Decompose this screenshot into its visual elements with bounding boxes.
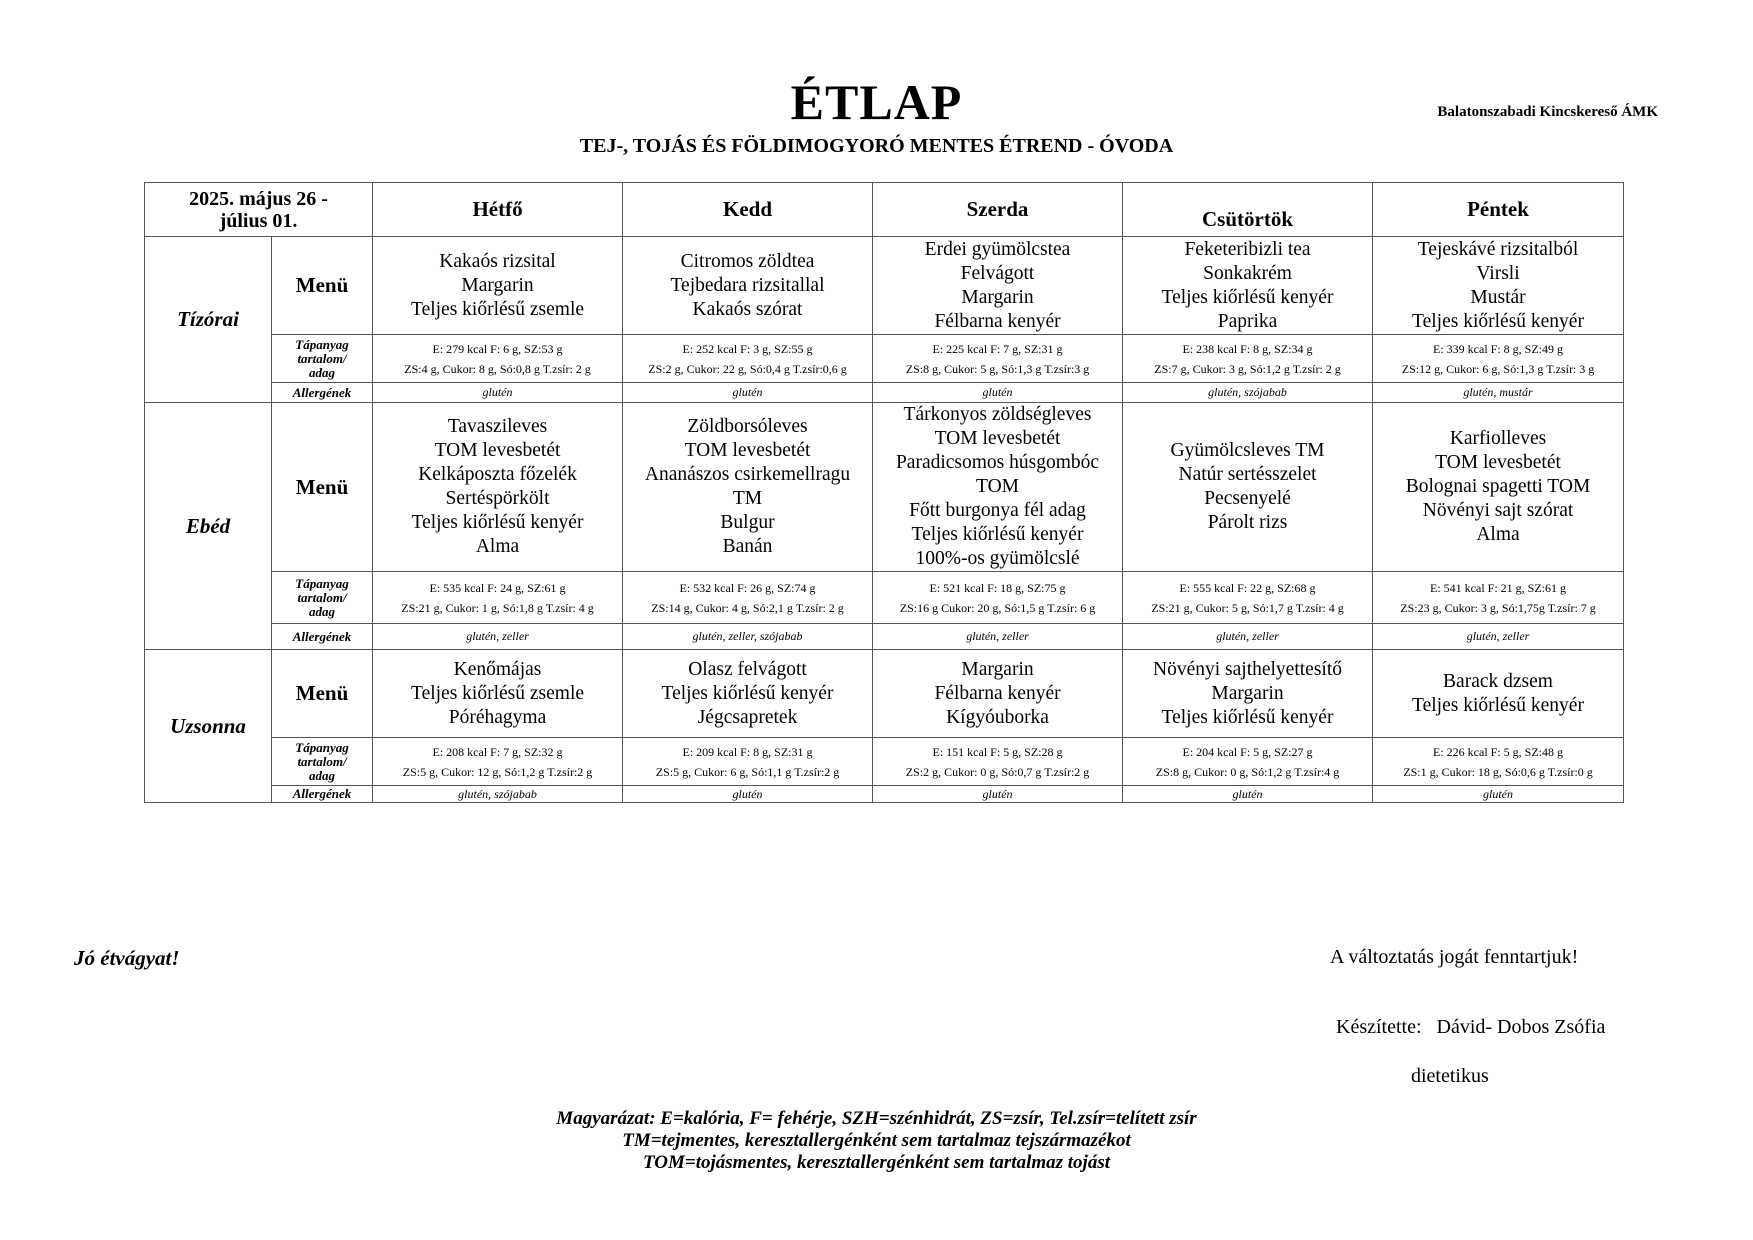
nutrition-details: ZS:2 g, Cukor: 22 g, Só:0,4 g T.zsír:0,6 g <box>648 361 847 376</box>
menu-item: 100%-os gyümölcslé <box>915 548 1080 569</box>
allergen-row-label: Allergének <box>272 786 373 803</box>
menu-item: Margarin <box>961 658 1034 680</box>
nutrition-details: ZS:8 g, Cukor: 0 g, Só:1,2 g T.zsír:4 g <box>1155 764 1340 779</box>
menu-item: Margarin <box>961 286 1034 308</box>
date-range-end: július 01. <box>219 209 298 232</box>
nutrition-label-line: adag <box>309 364 335 380</box>
menu-item: Pecsenyelé <box>1204 488 1291 509</box>
nutrition-row-ebed <box>145 572 1624 624</box>
nutrition-label-line: tartalom/ <box>297 589 347 605</box>
menu-item: Alma <box>475 536 520 557</box>
menu-item: Feketeribizli tea <box>1184 238 1311 260</box>
menu-item: Paprika <box>1217 310 1278 332</box>
menu-item: Főtt burgonya fél adag <box>909 500 1086 521</box>
nutrition-cell <box>373 572 623 624</box>
menu-cell <box>1373 403 1624 572</box>
nutrition-details: ZS:8 g, Cukor: 5 g, Só:1,3 g T.zsír:3 g <box>905 361 1090 376</box>
page-title: ÉTLAP <box>790 74 963 130</box>
legend-block <box>0 1108 1753 1174</box>
meal-name-ebed: Ebéd <box>145 403 272 650</box>
menu-item: Teljes kiőrlésű kenyér <box>911 524 1084 545</box>
allergen-cell: glutén, zeller <box>1373 624 1624 650</box>
menu-cell <box>873 650 1123 738</box>
nutrition-energy: E: 209 kcal F: 8 g, SZ:31 g <box>682 744 813 759</box>
menu-item: TOM <box>976 476 1019 497</box>
menu-item: TOM levesbetét <box>434 440 561 461</box>
date-range-cell <box>145 183 373 237</box>
nutrition-cell <box>873 738 1123 786</box>
menu-item: Tejbedara rizsitallal <box>670 274 825 296</box>
menu-item: Teljes kiőrlésű kenyér <box>411 512 584 533</box>
menu-item: Mustár <box>1470 286 1526 308</box>
menu-item: Tárkonyos zöldségleves <box>903 404 1092 425</box>
menu-item: Paradicsomos húsgombóc <box>895 452 1100 473</box>
nutrition-cell <box>1373 738 1624 786</box>
nutrition-energy: E: 541 kcal F: 21 g, SZ:61 g <box>1430 580 1567 595</box>
nutrition-energy: E: 279 kcal F: 6 g, SZ:53 g <box>432 341 563 356</box>
menu-item: Félbarna kenyér <box>934 310 1061 332</box>
menu-item: Tejeskávé rizsitalból <box>1417 238 1579 260</box>
menu-item: Félbarna kenyér <box>934 682 1061 704</box>
allergen-cell: glutén, zeller, szójabab <box>623 624 873 650</box>
menu-cell <box>873 237 1123 335</box>
menu-item: Karfiolleves <box>1449 428 1547 449</box>
menu-item: Zöldborsóleves <box>687 416 808 437</box>
day-header-friday: Péntek <box>1373 183 1624 237</box>
legend-line: Magyarázat: E=kalória, F= fehérje, SZH=szénhidrát, ZS=zsír, Tel.zsír=telített zsír <box>556 1108 1197 1129</box>
meal-name-uzsonna: Uzsonna <box>145 650 272 803</box>
nutrition-details: ZS:5 g, Cukor: 6 g, Só:1,1 g T.zsír:2 g <box>655 764 840 779</box>
allergen-row-label: Allergének <box>272 383 373 403</box>
menu-row-uzsonna <box>145 650 1624 738</box>
menu-item: Kakaós rizsital <box>439 250 556 272</box>
nutrition-row-label <box>272 335 373 383</box>
menu-cell <box>623 237 873 335</box>
day-header-thursday: Csütörtök <box>1123 183 1373 237</box>
menu-cell <box>373 403 623 572</box>
legend-line: TOM=tojásmentes, keresztallergénként sem tartalmaz tojást <box>642 1152 1111 1173</box>
nutrition-energy: E: 535 kcal F: 24 g, SZ:61 g <box>429 580 566 595</box>
menu-item: Ananászos csirkemellragu <box>644 464 851 485</box>
menu-item: Kenőmájas <box>453 658 542 680</box>
allergen-cell: glutén <box>623 786 873 803</box>
menu-item: Teljes kiőrlésű kenyér <box>1161 706 1334 728</box>
menu-item: Tavaszileves <box>447 416 548 437</box>
nutrition-row-label <box>272 572 373 624</box>
menu-item: Teljes kiőrlésű zsemle <box>411 682 585 704</box>
nutrition-cell <box>1373 335 1624 383</box>
nutrition-label-line: adag <box>309 767 335 783</box>
nutrition-energy: E: 521 kcal F: 18 g, SZ:75 g <box>929 580 1066 595</box>
nutrition-energy: E: 226 kcal F: 5 g, SZ:48 g <box>1433 744 1564 759</box>
day-header-wednesday: Szerda <box>873 183 1123 237</box>
menu-item: Párolt rizs <box>1207 512 1288 533</box>
nutrition-energy: E: 238 kcal F: 8 g, SZ:34 g <box>1182 341 1313 356</box>
allergen-cell: glutén, zeller <box>373 624 623 650</box>
nutrition-cell <box>623 738 873 786</box>
menu-item: Felvágott <box>960 262 1035 284</box>
menu-row-tizorai <box>145 237 1624 335</box>
menu-item: Bolognai spagetti TOM <box>1405 476 1591 497</box>
page-subtitle: TEJ-, TOJÁS ÉS FÖLDIMOGYORÓ MENTES ÉTREND - ÓVODA <box>579 135 1174 157</box>
allergen-cell: glutén, mustár <box>1373 383 1624 403</box>
menu-row-label: Menü <box>272 403 373 572</box>
menu-cell <box>1123 650 1373 738</box>
date-range-start: 2025. május 26 - <box>189 187 328 210</box>
allergen-row-uzsonna <box>145 786 1624 803</box>
nutrition-cell <box>623 335 873 383</box>
nutrition-details: ZS:2 g, Cukor: 0 g, Só:0,7 g T.zsír:2 g <box>905 764 1090 779</box>
allergen-row-tizorai <box>145 383 1624 403</box>
menu-item: Póréhagyma <box>448 706 547 728</box>
menu-item: Banán <box>722 536 773 557</box>
day-header-tuesday: Kedd <box>623 183 873 237</box>
allergen-cell: glutén, szójabab <box>373 786 623 803</box>
allergen-cell: glutén, szójabab <box>1123 383 1373 403</box>
nutrition-cell <box>1123 572 1373 624</box>
nutrition-details: ZS:12 g, Cukor: 6 g, Só:1,3 g T.zsír: 3 g <box>1401 361 1595 376</box>
nutrition-energy: E: 555 kcal F: 22 g, SZ:68 g <box>1179 580 1316 595</box>
nutrition-details: ZS:1 g, Cukor: 18 g, Só:0,6 g T.zsír:0 g <box>1403 764 1593 779</box>
menu-item: Kakaós szórat <box>692 298 803 320</box>
menu-cell <box>1373 650 1624 738</box>
nutrition-label-line: Tápanyag <box>295 336 349 352</box>
nutrition-energy: E: 339 kcal F: 8 g, SZ:49 g <box>1433 341 1564 356</box>
meal-name-tizorai: Tízórai <box>145 237 272 403</box>
menu-item: Barack dzsem <box>1443 670 1553 692</box>
nutrition-energy: E: 252 kcal F: 3 g, SZ:55 g <box>682 341 813 356</box>
menu-item: Növényi sajthelyettesítő <box>1153 658 1343 680</box>
menu-table <box>144 182 1624 803</box>
nutrition-details: ZS:5 g, Cukor: 12 g, Só:1,2 g T.zsír:2 g <box>402 764 593 779</box>
menu-item: Sonkakrém <box>1203 262 1292 284</box>
nutrition-energy: E: 532 kcal F: 26 g, SZ:74 g <box>679 580 816 595</box>
nutrition-cell <box>1123 335 1373 383</box>
allergen-cell: glutén <box>623 383 873 403</box>
menu-row-label: Menü <box>272 237 373 335</box>
menu-item: TOM levesbetét <box>1435 452 1561 473</box>
nutrition-cell <box>873 335 1123 383</box>
allergen-cell: glutén <box>1123 786 1373 803</box>
allergen-cell: glutén <box>873 786 1123 803</box>
nutrition-details: ZS:7 g, Cukor: 3 g, Só:1,2 g T.zsír: 2 g <box>1154 361 1341 376</box>
legend-line: TM=tejmentes, keresztallergénként sem tartalmaz tejszármazékot <box>622 1130 1131 1151</box>
nutrition-cell <box>623 572 873 624</box>
menu-cell <box>623 650 873 738</box>
nutrition-cell <box>373 738 623 786</box>
menu-item: Olasz felvágott <box>688 658 807 680</box>
nutrition-energy: E: 204 kcal F: 5 g, SZ:27 g <box>1182 744 1313 759</box>
menu-item: Teljes kiőrlésű kenyér <box>661 682 834 704</box>
nutrition-label-line: Tápanyag <box>295 575 349 591</box>
menu-item: Kígyóuborka <box>946 706 1049 728</box>
allergen-row-label: Allergének <box>272 624 373 650</box>
allergen-cell: glutén <box>873 383 1123 403</box>
menu-item: Teljes kiőrlésű kenyér <box>1412 694 1584 716</box>
menu-item: Margarin <box>461 274 534 296</box>
nutrition-details: ZS:14 g, Cukor: 4 g, Só:2,1 g T.zsír: 2 g <box>651 600 844 615</box>
menu-item: Kelkáposzta főzelék <box>418 464 577 485</box>
menu-cell <box>373 237 623 335</box>
allergen-cell: glutén <box>1373 786 1624 803</box>
menu-item: TOM levesbetét <box>684 440 811 461</box>
nutrition-label-line: Tápanyag <box>295 739 349 755</box>
menu-item: Teljes kiőrlésű kenyér <box>1412 310 1584 332</box>
nutrition-details: ZS:16 g Cukor: 20 g, Só:1,5 g T.zsír: 6 g <box>899 600 1096 615</box>
nutrition-details: ZS:4 g, Cukor: 8 g, Só:0,8 g T.zsír: 2 g <box>404 361 591 376</box>
nutrition-energy: E: 151 kcal F: 5 g, SZ:28 g <box>932 744 1063 759</box>
menu-item: Alma <box>1476 524 1520 545</box>
nutrition-cell <box>373 335 623 383</box>
nutrition-cell <box>1373 572 1624 624</box>
allergen-cell: glutén, zeller <box>873 624 1123 650</box>
menu-cell <box>1373 237 1624 335</box>
allergen-cell: glutén, zeller <box>1123 624 1373 650</box>
menu-item: Virsli <box>1476 262 1520 284</box>
nutrition-label-line: tartalom/ <box>297 753 347 769</box>
nutrition-row-tizorai <box>145 335 1624 383</box>
nutrition-cell <box>873 572 1123 624</box>
menu-cell <box>1123 237 1373 335</box>
disclaimer-text: A változtatás jogát fenntartjuk! <box>1330 946 1579 968</box>
nutrition-details: ZS:23 g, Cukor: 3 g, Só:1,75g T.zsír: 7 g <box>1400 600 1596 615</box>
menu-cell <box>373 650 623 738</box>
nutrition-cell <box>1123 738 1373 786</box>
nutrition-details: ZS:21 g, Cukor: 5 g, Só:1,7 g T.zsír: 4 g <box>1151 600 1344 615</box>
nutrition-row-label <box>272 738 373 786</box>
nutrition-energy: E: 225 kcal F: 7 g, SZ:31 g <box>932 341 1063 356</box>
menu-item: Erdei gyümölcstea <box>924 238 1071 260</box>
menu-item: Sertéspörkölt <box>445 488 550 509</box>
author-role: dietetikus <box>1411 1065 1489 1087</box>
menu-cell <box>623 403 873 572</box>
menu-item: Citromos zöldtea <box>680 250 815 272</box>
menu-item: Natúr sertésszelet <box>1178 464 1317 485</box>
allergen-cell: glutén <box>373 383 623 403</box>
menu-item: Teljes kiőrlésű kenyér <box>1161 286 1334 308</box>
menu-item: Bulgur <box>720 512 775 533</box>
nutrition-energy: E: 208 kcal F: 7 g, SZ:32 g <box>432 744 563 759</box>
menu-row-ebed <box>145 403 1624 572</box>
menu-item: TM <box>732 488 763 509</box>
nutrition-row-uzsonna <box>145 738 1624 786</box>
menu-item: Teljes kiőrlésű zsemle <box>411 298 585 320</box>
day-header-monday: Hétfő <box>373 183 623 237</box>
nutrition-details: ZS:21 g, Cukor: 1 g, Só:1,8 g T.zsír: 4 g <box>401 600 594 615</box>
nutrition-label-line: tartalom/ <box>297 350 347 366</box>
menu-item: Jégcsapretek <box>697 706 798 728</box>
greeting-text: Jó étvágyat! <box>74 946 180 970</box>
menu-cell <box>873 403 1123 572</box>
menu-cell <box>1123 403 1373 572</box>
menu-item: Növényi sajt szórat <box>1422 500 1574 521</box>
author-text: Készítette: Dávid- Dobos Zsófia <box>1336 1016 1606 1038</box>
header-row <box>145 183 1624 237</box>
menu-item: Margarin <box>1211 682 1284 704</box>
allergen-row-ebed <box>145 624 1624 650</box>
nutrition-label-line: adag <box>309 603 335 619</box>
menu-row-label: Menü <box>272 650 373 738</box>
menu-item: Gyümölcsleves TM <box>1170 440 1325 461</box>
menu-item: TOM levesbetét <box>934 428 1061 449</box>
organization-name: Balatonszabadi Kincskereső ÁMK <box>1437 104 1658 120</box>
